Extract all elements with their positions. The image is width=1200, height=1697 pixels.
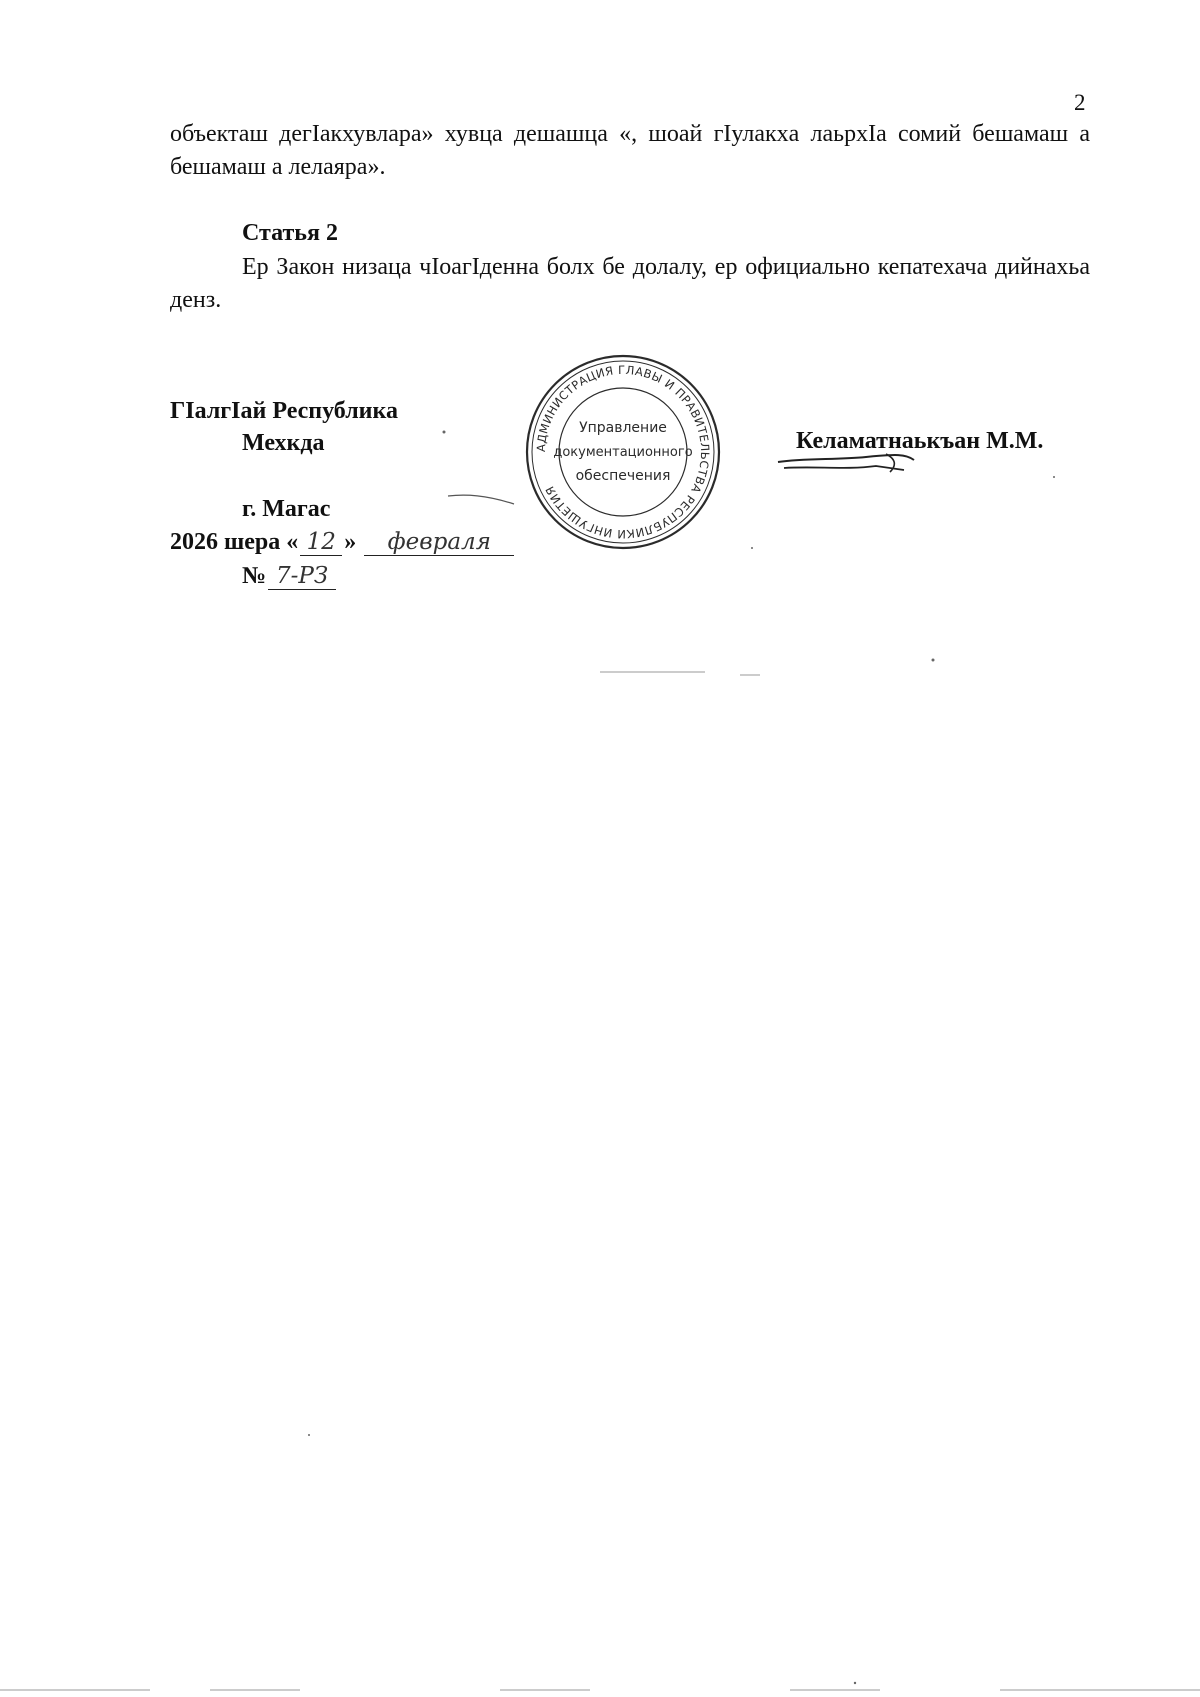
month-handwritten: февраля [364,529,514,556]
number-prefix: № [242,563,267,589]
document-number [242,563,336,590]
pen-stroke [446,490,516,510]
date-line [170,529,514,556]
head-title: Мехкда [242,430,325,456]
official-stamp [523,352,723,552]
signer-name: Келаматнаькъан М.М. [796,428,1044,454]
stamp-line-3: обеспечения [575,468,671,484]
republic-name: ГІалгІай Республика [170,398,398,424]
handwritten-signature [776,448,916,476]
stamp-line-1: Управление [579,420,667,436]
article-2-text: Ер Закон низаца чІоагІденна болх бе долалу, ер официально кепатехача дийнахьа денз. [170,254,1090,313]
city-name: г. Магас [242,496,331,522]
stamp-line-2: документационного [553,445,693,460]
stamp-ring-text: АДМИНИСТРАЦИЯ ГЛАВЫ И ПРАВИТЕЛЬСТВА РЕСПУБЛИКИ ИНГУШЕТИЯ [533,362,713,542]
day-handwritten: 12 [300,529,342,556]
quote-close: » [344,529,357,555]
year-prefix: 2026 шера « [170,529,299,555]
page-number: 2 [1074,90,1086,115]
number-handwritten: 7-РЗ [268,563,336,590]
article-title: Статья 2 [242,220,338,246]
paragraph-continuation: объекташ дегІакхувлара» хувца дешашца «, шоай гІулакхa лаьрхІа сомий бешамаш а бешамаш а лелаяра». [170,121,1090,180]
